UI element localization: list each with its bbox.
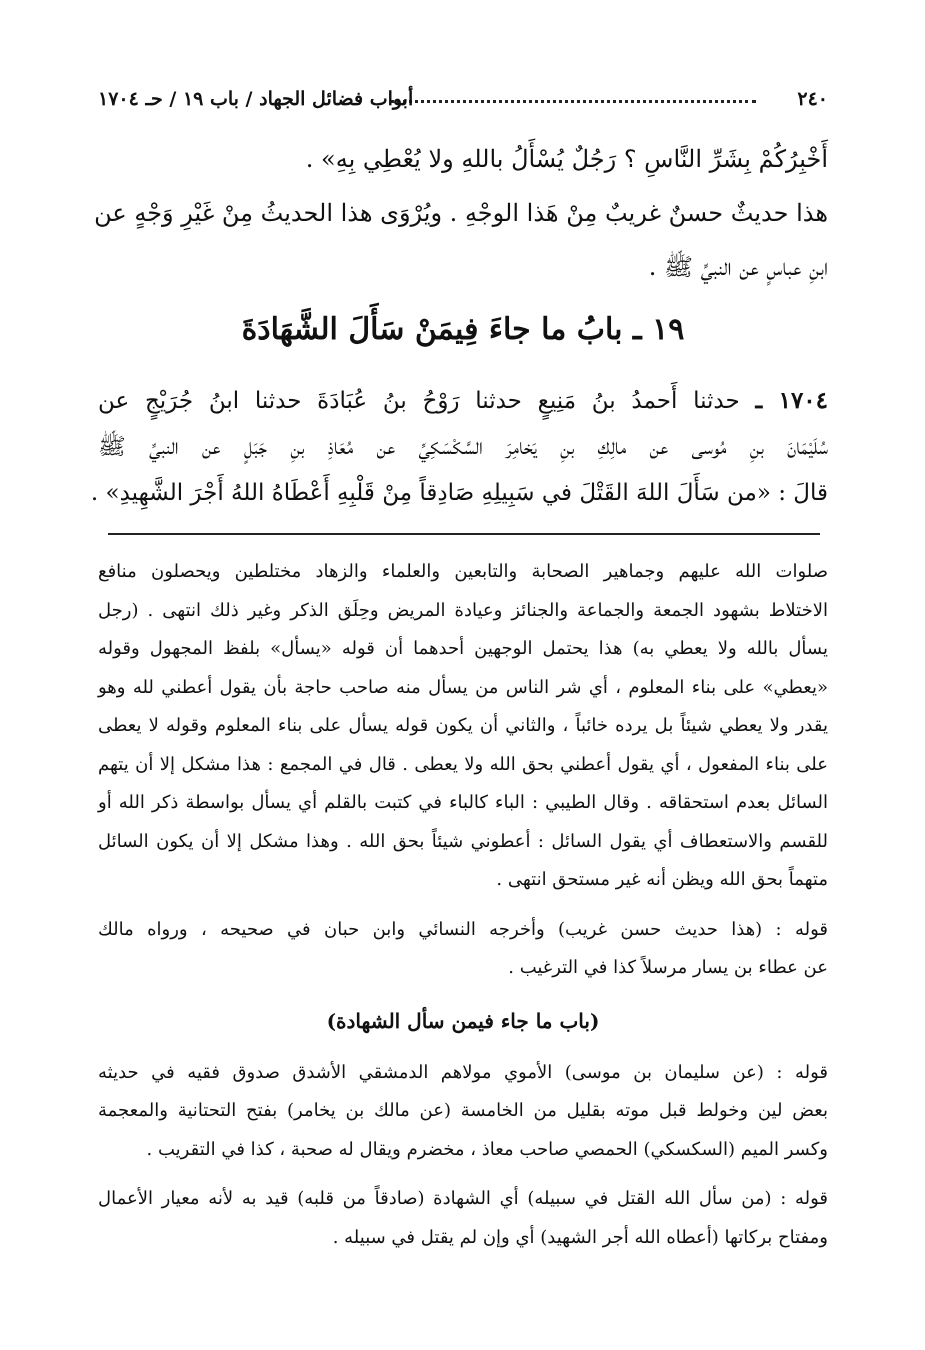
- paragraph-gap: [98, 900, 828, 911]
- running-head: [98, 84, 828, 114]
- running-title: أبواب فضائل الجهاد / باب ١٩ / حـ ١٧٠٤: [98, 88, 414, 110]
- commentary-line: قوله : (من سأل الله القتل في سبيله) أي الشهادة (صادقاً من قلبه) قيد به لأنه معيار الأعمال: [98, 1188, 828, 1209]
- footnote-divider: [108, 533, 820, 535]
- hadith-block: [90, 378, 829, 516]
- commentary-line: الاختلاط بشهود الجمعة والجماعة والجنائز وعيادة المريض وحِلَق الذكر وغير ذلك انتهى . (رجل: [98, 599, 828, 621]
- commentary-line: للقسم والاستعطاف أي يقول السائل : أعطوني شيئاً بحق الله . وهذا مشكل إلا أن يكون السائل: [98, 830, 828, 852]
- leader-dots: [390, 100, 756, 103]
- commentary-line: وكسر الميم (السكسكي) الحمصي صاحب معاذ ، مخضرم ويقال له صحبة ، كذا في التقريب .: [146, 1138, 828, 1160]
- chapter-heading: ١٩ ـ بابُ ما جاءَ فِيمَنْ سَأَلَ الشَّهَادَةَ: [241, 312, 685, 347]
- commentary-line: قوله : (هذا حديث حسن غريب) وأخرجه النسائي وابن حبان في صحيحه ، ورواه مالك: [98, 918, 828, 940]
- main-text: [94, 132, 828, 294]
- hadith-line: سُلَيْمَانَ بنِ مُوسى عن مالِكِ بنِ يَخامِرَ السَّكْسَكِيِّ عن مُعَاذِ بنِ جَبَلٍ عن النبيِّ ﷺ: [98, 434, 828, 460]
- hadith-line: [98, 378, 828, 424]
- hadith-line: قالَ : «من سَأَلَ اللهَ القَتْلَ في سَبِيلِهِ صَادِقاً مِنْ قَلْبِهِ أَعْطَاهُ اللهُ أَجْرَ الشَّهِيدِ» .: [90, 480, 828, 506]
- paragraph-gap: [98, 1169, 828, 1180]
- commentary-line: على بناء المفعول ، أي يقول أعطني بحق الله ولا يعطى . قال في المجمع : هذا مشكل إلا أن يتهم: [98, 753, 828, 775]
- hadith-number: ١٧٠٤ ـ: [755, 387, 829, 414]
- commentary-line: متهماً بحق الله ويظن أنه غير مستحق انتهى .: [496, 869, 828, 890]
- commentary-line: السائل بعدم استحقاقه . وقال الطيبي : الباء كالباء في كتبت بالقلم أي يسأل بواسطة ذكر الله أو: [98, 792, 828, 813]
- commentary-sub-heading: (باب ما جاء فيمن سأل الشهادة): [326, 1008, 600, 1033]
- paragraph-gap: [98, 1043, 828, 1054]
- commentary: [98, 553, 828, 1257]
- commentary-line: يسأل بالله ولا يعطي به) هذا يحتمل الوجهين أحدهما أن قوله «يسأل» بلفظ المجهول وقوله: [98, 638, 828, 659]
- main-text-line: ابنِ عباسٍ عن النبيِّ ﷺ .: [648, 253, 828, 281]
- commentary-line: بعض لين وخولط قبل موته بقليل من الخامسة (عن مالك بن يخامر) بفتح التحتانية والمعجمة: [98, 1100, 828, 1121]
- paragraph-gap: [98, 988, 828, 999]
- commentary-line: يقدر ولا يعطي شيئاً بل يرده خائباً ، والثاني أن يكون قوله يسأل على بناء المعلوم وقوله لا يعطى: [98, 715, 828, 736]
- commentary-line: «يعطي» على بناء المعلوم ، أي شر الناس من يسأل منه صاحب حاجة بأن يقول أعطني لله وهو: [98, 676, 828, 698]
- main-text-line: أَخْبِرُكُمْ بِشَرِّ النَّاسِ ؟ رَجُلٌ يُسْأَلُ باللهِ ولا يُعْطِي بِهِ» .: [305, 145, 828, 173]
- commentary-line: قوله : (عن سليمان بن موسى) الأموي مولاهم الدمشقي الأشدق صدوق فقيه في حديثه: [98, 1061, 828, 1083]
- commentary-line: ومفتاح بركاتها (أعطاه الله أجر الشهيد) أي وإن لم يقتل في سبيله .: [332, 1226, 828, 1248]
- main-text-line: هذا حديثٌ حسنٌ غريبٌ مِنْ هَذا الوجْهِ . ويُرْوَى هذا الحديثُ مِنْ غَيْرِ وَجْهٍ عن: [94, 199, 828, 227]
- commentary-line: عن عطاء بن يسار مرسلاً كذا في الترغيب .: [508, 957, 828, 978]
- hadith-text: حدثنا أَحمدُ بنُ مَنِيعٍ حدثنا رَوْحُ بنُ عُبَادَةَ حدثنا ابنُ جُرَيْجٍ عن: [98, 388, 740, 414]
- commentary-line: صلوات الله عليهم وجماهير الصحابة والتابعين والعلماء والزهاد مختلطين ويحصلون منافع: [98, 561, 828, 582]
- page-number: ٢٤٠: [797, 88, 828, 110]
